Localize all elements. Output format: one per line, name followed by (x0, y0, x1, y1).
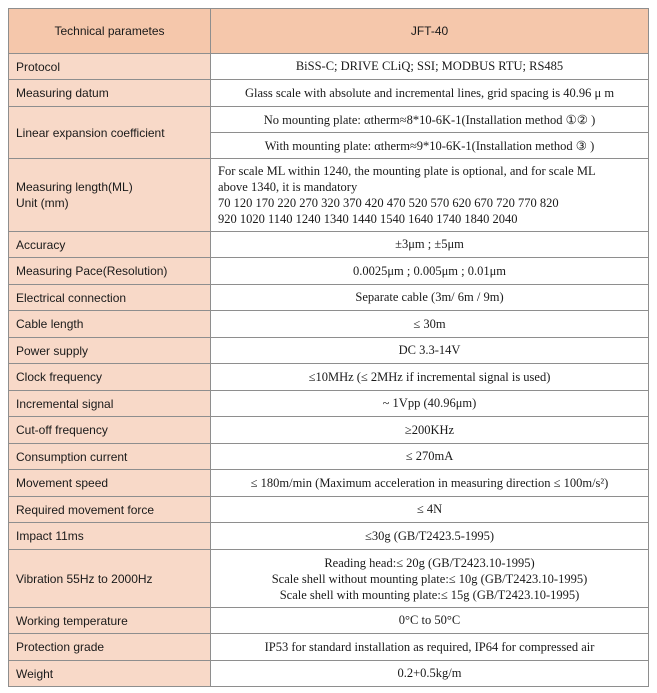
table-header-row (9, 9, 649, 54)
row-datum (9, 80, 649, 107)
row-impact (9, 523, 649, 550)
clock-value: ≤10MHz (≤ 2MHz if incremental signal is used) (211, 364, 649, 391)
cable-value: ≤ 30m (211, 311, 649, 338)
vibration-line1: Reading head:≤ 20g (GB/T2423.10-1995) (324, 555, 535, 570)
row-temperature (9, 608, 649, 634)
row-cutoff (9, 417, 649, 444)
length-value (211, 159, 649, 232)
pace-value: 0.0025μm ; 0.005μm ; 0.01μm (211, 258, 649, 285)
pace-label: Measuring Pace(Resolution) (9, 258, 211, 285)
weight-value: 0.2+0.5kg/m (211, 661, 649, 687)
protocol-label: Protocol (9, 54, 211, 80)
row-incremental (9, 391, 649, 417)
expansion-with-plate: With mounting plate: αtherm≈9*10-6K-1(Installation method ③ ) (211, 133, 649, 159)
impact-value: ≤30g (GB/T2423.5-1995) (211, 523, 649, 550)
row-pace (9, 258, 649, 285)
vibration-line2: Scale shell without mounting plate:≤ 10g (GB/T2423.10-1995) (271, 571, 588, 586)
spec-table (8, 8, 649, 687)
protocol-value: BiSS-C; DRIVE CLiQ; SSI; MODBUS RTU; RS485 (211, 54, 649, 80)
row-protocol (9, 54, 649, 80)
incremental-value: ~ 1Vpp (40.96μm) (211, 391, 649, 417)
consumption-label: Consumption current (9, 444, 211, 470)
cutoff-label: Cut-off frequency (9, 417, 211, 444)
length-label-line1: Measuring length(ML) (16, 180, 133, 194)
connection-label: Electrical connection (9, 285, 211, 311)
row-clock (9, 364, 649, 391)
cable-label: Cable length (9, 311, 211, 338)
expansion-label: Linear expansion coefficient (9, 107, 211, 159)
clock-label: Clock frequency (9, 364, 211, 391)
row-accuracy (9, 232, 649, 258)
incremental-label: Incremental signal (9, 391, 211, 417)
vibration-value (211, 550, 649, 608)
row-length (9, 159, 649, 232)
row-protection (9, 634, 649, 661)
row-consumption (9, 444, 649, 470)
consumption-value: ≤ 270mA (211, 444, 649, 470)
temperature-label: Working temperature (9, 608, 211, 634)
length-label-line2: Unit (mm) (16, 196, 69, 210)
row-cable (9, 311, 649, 338)
length-note2: above 1340, it is mandatory (218, 180, 358, 194)
weight-label: Weight (9, 661, 211, 687)
impact-label: Impact 11ms (9, 523, 211, 550)
connection-value: Separate cable (3m/ 6m / 9m) (211, 285, 649, 311)
row-connection (9, 285, 649, 311)
cutoff-value: ≥200KHz (211, 417, 649, 444)
header-model: JFT-40 (211, 9, 649, 54)
force-value: ≤ 4N (211, 497, 649, 523)
row-weight (9, 661, 649, 687)
datum-label: Measuring datum (9, 80, 211, 107)
vibration-line3: Scale shell with mounting plate:≤ 15g (GB/T2423.10-1995) (279, 587, 580, 602)
temperature-value: 0°C to 50°C (211, 608, 649, 634)
row-speed (9, 470, 649, 497)
protection-label: Protection grade (9, 634, 211, 661)
vibration-label: Vibration 55Hz to 2000Hz (9, 550, 211, 608)
expansion-no-plate: No mounting plate: αtherm≈8*10-6K-1(Installation method ①② ) (211, 107, 649, 133)
accuracy-value: ±3μm ; ±5μm (211, 232, 649, 258)
row-force (9, 497, 649, 523)
accuracy-label: Accuracy (9, 232, 211, 258)
datum-value: Glass scale with absolute and incremental lines, grid spacing is 40.96 μ m (211, 80, 649, 107)
speed-value: ≤ 180m/min (Maximum acceleration in measuring direction ≤ 100m/s²) (211, 470, 649, 497)
length-list1: 70 120 170 220 270 320 370 420 470 520 570 620 670 720 770 820 (218, 196, 559, 210)
row-expansion-1 (9, 107, 649, 133)
speed-label: Movement speed (9, 470, 211, 497)
protection-value: IP53 for standard installation as required, IP64 for compressed air (211, 634, 649, 661)
length-label (9, 159, 211, 232)
row-power (9, 338, 649, 364)
header-param-label: Technical parametes (9, 9, 211, 54)
length-list2: 920 1020 1140 1240 1340 1440 1540 1640 1740 1840 2040 (218, 212, 518, 226)
force-label: Required movement force (9, 497, 211, 523)
row-vibration (9, 550, 649, 608)
power-label: Power supply (9, 338, 211, 364)
length-note1: For scale ML within 1240, the mounting plate is optional, and for scale ML (218, 164, 596, 178)
power-value: DC 3.3-14V (211, 338, 649, 364)
